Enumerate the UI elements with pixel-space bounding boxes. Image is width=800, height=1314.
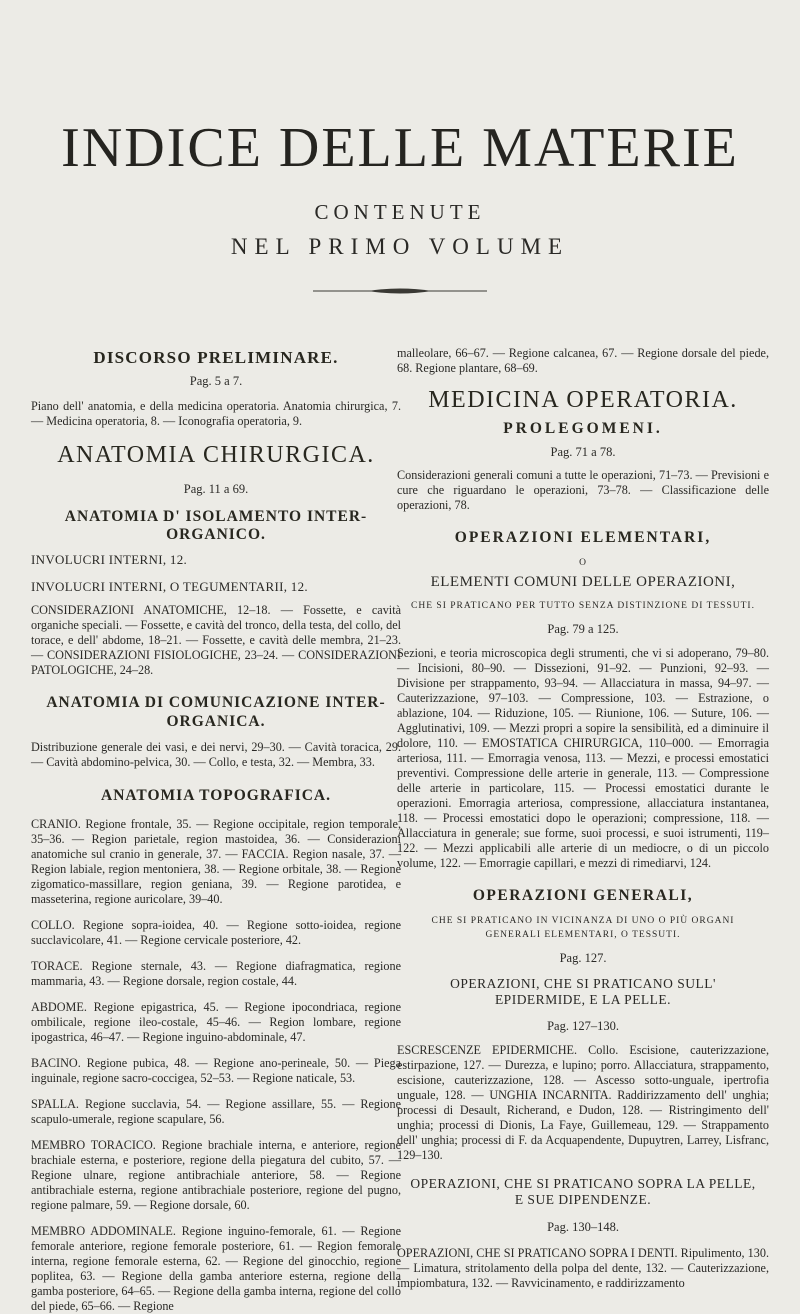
page-range: Pag. 130–148. [547, 1219, 619, 1234]
entry-text: OPERAZIONI, CHE SI PRATICANO SOPRA I DENTI. Ripulimento, 130. — Limatura, stritolamento della polpa del dente, 132. — Cauterizzazione, impiombatura, 132. — Ravvicinamento, e raddirizzamento [397, 1245, 769, 1290]
entry-text: CRANIO. Regione frontale, 35. — Regione occipitale, region temporale, 35–36. — Region parietale, region mastoidea, 36. — Considerazioni anatomiche sul cranio in generale, 37. — FACCIA. Region nasale, 37. — Region labiale, region mentoniera, 38. — Regione orbitale, 38. — Regione zigomatico-massillare, region geniana, 39. — Regione parotidea, e masseterina, regione auricolare, 39–40. [31, 816, 401, 906]
section-note: CHE SI PRATICANO PER TUTTO SENZA DISTINZIONE DI TESSUTI. [411, 600, 755, 611]
connector-text: O [579, 557, 587, 568]
index-title: INDICE DELLE MATERIE [61, 117, 739, 179]
section-title-comunicazione: ANATOMIA DI COMUNICAZIONE INTER- ORGANICA. [46, 694, 386, 730]
index-volume: NEL PRIMO VOLUME [230, 234, 570, 259]
section-subtitle-epidermide: OPERAZIONI, CHE SI PRATICANO SULL' EPIDERMIDE, E LA PELLE. [450, 976, 716, 1008]
entry-text: SPALLA. Regione succlavia, 54. — Regione assillare, 55. — Regione scapulo-umerale, regione scapulare, 56. [31, 1096, 401, 1126]
section-title-medicina-operatoria: MEDICINA OPERATORIA. [428, 387, 738, 413]
section-title-discorso: DISCORSO PRELIMINARE. [93, 348, 339, 367]
ornament-divider-icon [313, 287, 487, 295]
section-title-topografica: ANATOMIA TOPOGRAFICA. [101, 787, 331, 805]
entry-text: CONSIDERAZIONI ANATOMICHE, 12–18. — Fossette, e cavità organiche speciali. — Fossette, e cavità del tronco, della testa, del collo, del torace, e dell' abdome, 18–21. — Fossette, e cavità delle membra, 21–23. — CONSIDERAZIONI FISIOLOGICHE, 23–24. — CONSIDERAZIONI PATOLOGICHE, 24–28. [31, 603, 401, 678]
page-range: Pag. 127. [559, 951, 607, 966]
right-column [397, 324, 769, 1291]
section-subtitle-elementi: ELEMENTI COMUNI DELLE OPERAZIONI, [430, 573, 736, 590]
entry-text: TORACE. Regione sternale, 43. — Regione diafragmatica, regione mammaria, 43. — Regione dorsale, region costale, 44. [31, 958, 401, 988]
entry-text: BACINO. Regione pubica, 48. — Regione ano-perineale, 50. — Piega inguinale, regione sacro-coccigea, 52–53. — Regione naticale, 53. [31, 1055, 401, 1085]
left-column [31, 324, 401, 1314]
entry-text: Considerazioni generali comuni a tutte le operazioni, 71–73. — Previsioni e cure che riguardano le operazioni, 73–78. — Classificazione delle operazioni, 78. [397, 467, 769, 512]
entry-text: Distribuzione generale dei vasi, e dei nervi, 29–30. — Cavità toracica, 29. — Cavità abdomino-pelvica, 30. — Collo, e testa, 32. — Membra, 33. [31, 740, 401, 770]
entry-text: ESCRESCENZE EPIDERMICHE. Collo. Escisione, cauterizzazione, estirpazione, 127. — Durezza, e lupino; porro. Allacciatura, strappamento, escisione, cauterizzazione, 128. — Ascesso sotto-unguale, ipertrofia unguale, 128. — UNGHIA INCARNITA. Raddirizzamento dell' unghia; processi di Desault, Richerand, e Dudon, 128. — Ristringimento dell' unghia; processi di Dionis, La Faye, Guillemeau, 129. — Strappamento dell' unghia; processi di F. da Acquapendente, Dupuytren, Larrey, Lisfranc, 129–130. [397, 1042, 769, 1162]
section-subtitle-pelle: OPERAZIONI, CHE SI PRATICANO SOPRA LA PELLE, E SUE DIPENDENZE. [410, 1175, 756, 1207]
section-title-prolegomeni: PROLEGOMENI. [503, 420, 663, 438]
entry-text: COLLO. Regione sopra-ioidea, 40. — Regione sotto-ioidea, regione succlavicolare, 41. — Regione cervicale posteriore, 42. [31, 917, 401, 947]
section-title-elementari: OPERAZIONI ELEMENTARI, [454, 528, 712, 546]
entry-text: Sezioni, e teoria microscopica degli strumenti, che vi si adoperano, 79–80. — Incisioni, 80–90. — Dissezioni, 91–92. — Punzioni, 92–93. — Divisione per strappamento, 93–94. — Allacciatura in massa, 94–97. — Cauterizzazione, 97–103. — Compressione, 103. — Estrazione, o ablazione, 104. — Riduzione, 105. — Riunione, 106. — Suture, 106. — Agglutinativi, 109. — Mezzi propri a sopire la sensibilità, ed a diminuire il dolore, 110. — EMOSTATICA CHIRURGICA, 110–000. — Emorragia arteriosa, 111. — Emorragia venosa, 113. — Mezzi, e processi emostatici preventivi. Compressione delle arterie in generale, 113. — Compressione delle arterie in particolare, 115. — Processi emostatici durante le operazioni. Emorragia arteriosa, compressione, allacciatura instantanea, 118. — Processi emostatici dopo le operazioni; compressione, 118. — Allacciatura in generale; sue forme, suoi processi, e suoi istrumenti, 119–122. — Mezzi applicabili alle arterie di un mediocre, o di un piccolo volume, 122. — Emorragie capillari, e mezzi di rimediarvi, 124. [397, 646, 769, 871]
page-range: Pag. 127–130. [547, 1018, 619, 1033]
page-range: Pag. 5 a 7. [189, 374, 243, 389]
entry-text: Piano dell' anatomia, e della medicina operatoria. Anatomia chirurgica, 7. — Medicina operatoria, 8. — Iconografia operatoria, 9. [31, 399, 401, 429]
page-range: Pag. 71 a 78. [550, 444, 616, 459]
section-title-anatomia-chirurgica: ANATOMIA CHIRURGICA. [57, 442, 375, 469]
section-title-generali: OPERAZIONI GENERALI, [472, 887, 694, 905]
section-title-isolamento: ANATOMIA D' ISOLAMENTO INTER- ORGANICO. [64, 507, 368, 544]
entry-text: INVOLUCRI INTERNI, O TEGUMENTARII, 12. [31, 578, 308, 594]
index-subtitle: CONTENUTE [314, 200, 486, 224]
section-note: CHE SI PRATICANO IN VICINANZA DI UNO O PIÙ ORGANI GENERALI ELEMENTARI, O TESSUTI. [431, 915, 735, 940]
entry-text: MEMBRO TORACICO. Regione brachiale interna, e anteriore, regione brachiale esterna, e posteriore, regione della piegatura del cubito, 57. — Regione ulnare, regione antibrachiale anteriore, 58. — Regione antibrachiale esterna, regione antibrachiale posteriore, regione del pugno, regione palmare, 59. — Regione dorsale, 60. [31, 1137, 401, 1212]
page-range: Pag. 11 a 69. [183, 481, 249, 496]
page-range: Pag. 79 a 125. [547, 622, 619, 637]
entry-text: MEMBRO ADDOMINALE. Regione inguino-femorale, 61. — Regione femorale anteriore, regione femorale posteriore, 61. — Region femorale interna, regione femorale esterna, 62. — Regione del ginocchio, regione poplitea, 63. — Regione della gamba anteriore esterna, regione della gamba posteriore, 64–65. — Regione della gamba interna, regione del collo del piede, 65–66. — Regione [31, 1223, 401, 1313]
entry-text: INVOLUCRI INTERNI, 12. [31, 551, 188, 567]
entry-text: ABDOME. Regione epigastrica, 45. — Regione ipocondriaca, regione ombilicale, regione ileo-costale, 45–46. — Region lombare, regione ipogastrica, 46–47. — Regione inguino-abdominale, 47. [31, 999, 401, 1044]
entry-text: malleolare, 66–67. — Regione calcanea, 67. — Regione dorsale del piede, 68. Regione plantare, 68–69. [397, 346, 769, 375]
